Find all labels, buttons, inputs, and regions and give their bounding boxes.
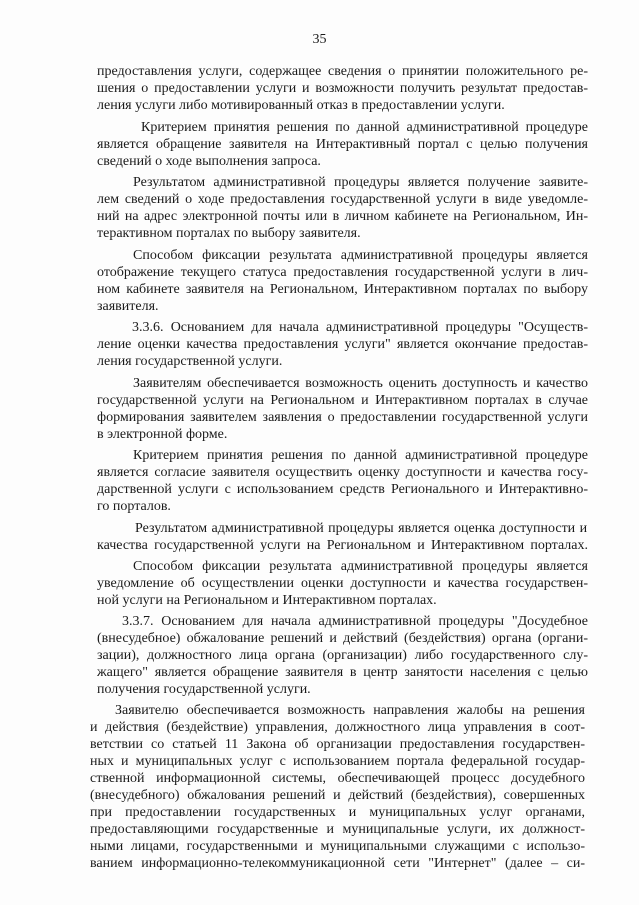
text-line: предоставления услуги, содержащее сведения о принятии положительного ре- (97, 64, 588, 79)
text-line: является обращение заявителя на Интерактивный портал с целью получения (97, 137, 588, 152)
text-line: заявителя. (97, 299, 159, 314)
text-line: в электронной форме. (97, 427, 228, 442)
text-line: ном кабинете заявителя на Региональном, Интерактивном порталах по выбору (97, 282, 588, 297)
text-line: сведений о ходе выполнения запроса. (97, 154, 321, 169)
text-line: ление оценки качества предоставления услуги" является окончание предостав- (97, 337, 588, 352)
text-line: ными лицами, государственными и муниципальными служащими с использо- (90, 839, 585, 854)
text-line: является согласие заявителя осуществить оценку доступности и качества госу- (97, 465, 588, 480)
text-line: го порталов. (97, 499, 171, 514)
text-line: жащего" является обращение заявителя в центр занятости населения с целью (97, 665, 588, 680)
text-line: терактивном порталах по выбору заявителя. (97, 226, 361, 241)
text-line: Заявителям обеспечивается возможность оценить доступность и качество (133, 376, 588, 391)
text-line: при предоставлении государственных и муниципальных услуг органами, (90, 805, 585, 820)
text-line: и действия (бездействие) управления, должностного лица управления в соот- (90, 720, 585, 735)
text-line: Заявителю обеспечивается возможность направления жалобы на решения (115, 703, 585, 718)
page-number: 35 (312, 32, 327, 47)
text-line: ления государственной услуги. (97, 354, 283, 369)
text-line: государственной услуги на Региональном и Интерактивном порталах в случае (97, 393, 588, 408)
text-line: ной услуги на Региональном и Интерактивном порталах. (97, 593, 437, 608)
text-line: ветствии со статьей 11 Закона об организации предоставления государствен- (90, 737, 585, 752)
text-line: Результатом административной процедуры является оценка доступности и (135, 521, 588, 536)
text-line: 3.3.7. Основанием для начала административной процедуры "Досудебное (122, 614, 588, 629)
text-line: отображение текущего статуса предоставления государственной услуги в лич- (97, 265, 588, 280)
text-line: шения о предоставлении услуги и возможности получить результат предостав- (97, 81, 588, 96)
text-line: Критерием принятия решения по данной административной процедуре (141, 120, 588, 135)
text-line: уведомление об осуществлении оценки доступности и качества государствен- (97, 576, 588, 591)
text-line: ления услуги либо мотивированный отказ в предоставлении услуги. (97, 98, 505, 113)
text-line: ний на адрес электронной почты или в личном кабинете на Региональном, Ин- (97, 209, 588, 224)
text-line: Критерием принятия решения по данной административной процедуре (133, 448, 588, 463)
text-line: получения государственной услуги. (97, 682, 311, 697)
text-line: ванием информационно-телекоммуникационной сети "Интернет" (далее – си- (90, 856, 585, 871)
text-line: зации), должностного лица органа (организации) либо государственного слу- (97, 648, 588, 663)
text-line: дарственной услуги с использованием средств Регионального и Интерактивно- (97, 482, 588, 497)
text-line: формирования заявителем заявления о предоставлении государственной услуги (97, 410, 588, 425)
text-line: 3.3.6. Основанием для начала административной процедуры "Осуществ- (132, 320, 588, 335)
text-line: качества государственной услуги на Региональном и Интерактивном порталах. (97, 538, 588, 553)
text-line: (внесудебное) обжалование решений и действий (бездействия) органа (органи- (97, 631, 588, 646)
text-line: Результатом административной процедуры является получение заявите- (133, 175, 588, 190)
text-line: (внесудебного) обжалования решений и действий (бездействия), совершенных (90, 788, 585, 803)
text-line: ственной информационной системы, обеспечивающей процесс досудебного (90, 771, 585, 786)
text-line: предоставляющими государственные и муниципальные услуги, их должност- (90, 822, 585, 837)
text-line: Способом фиксации результата административной процедуры является (133, 559, 588, 574)
text-line: лем сведений о ходе предоставления государственной услуги в виде уведомле- (97, 192, 588, 207)
text-line: Способом фиксации результата административной процедуры является (133, 248, 588, 263)
text-line: ных и муниципальных услуг с использованием портала федеральной государ- (90, 754, 585, 769)
